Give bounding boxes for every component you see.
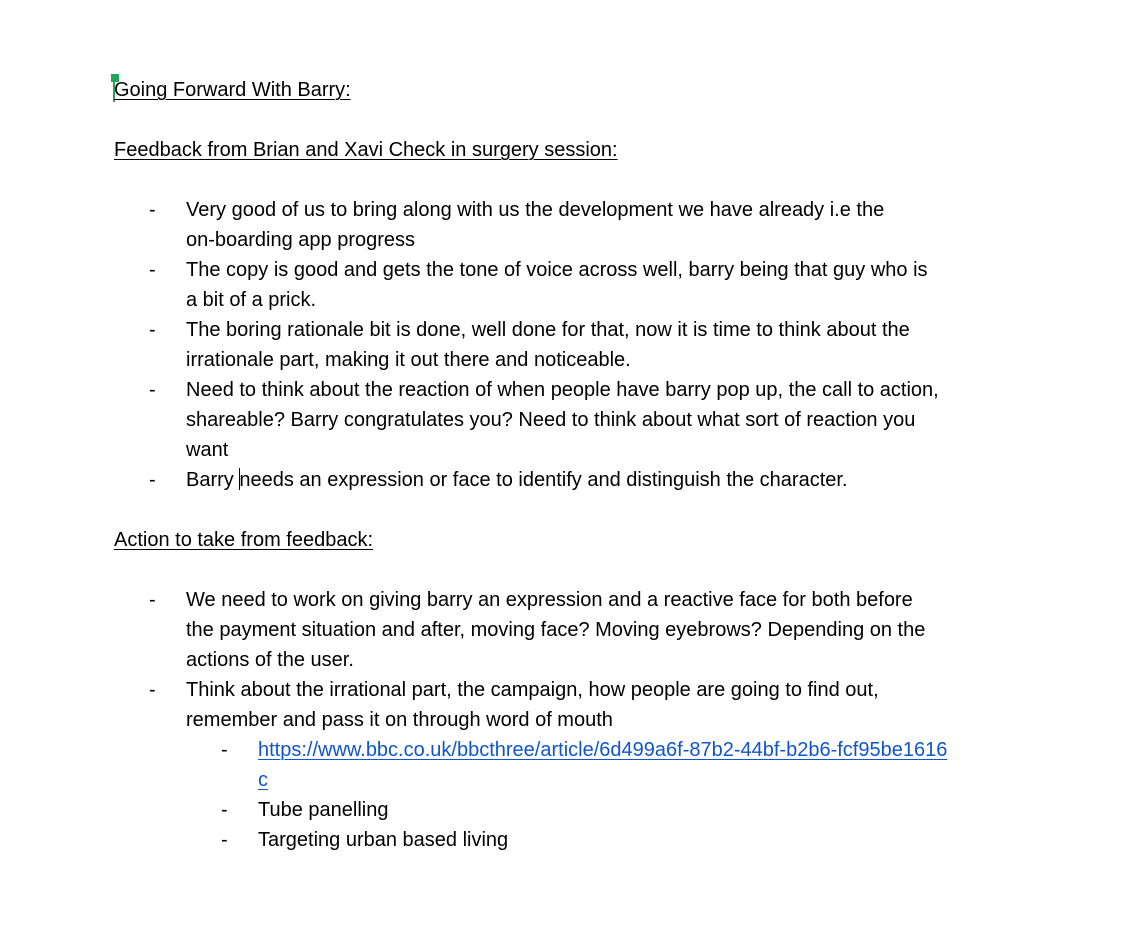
document-title[interactable]: Going Forward With Barry: [114,79,351,101]
bbc-article-link[interactable]: https://www.bbc.co.uk/bbcthree/article/6d499a6f-87b2-44bf-b2b6-fcf95be1616 [258,739,948,761]
list-item-line[interactable]: want [186,439,229,461]
sub-bullet-dash: - [221,829,228,851]
list-item-line[interactable]: irrationale part, making it out there and noticeable. [186,349,631,371]
sub-list-item[interactable]: Targeting urban based living [258,829,509,851]
list-item-line[interactable]: remember and pass it on through word of mouth [186,709,613,731]
sub-bullet-dash: - [221,799,228,821]
bullet-dash: - [149,589,156,611]
list-item-line[interactable]: a bit of a prick. [186,289,317,311]
list-item-line[interactable]: actions of the user. [186,649,354,671]
sub-list-item[interactable]: Tube panelling [258,799,389,821]
section-heading-feedback[interactable]: Feedback from Brian and Xavi Check in surgery session: [114,139,618,161]
list-item-line[interactable]: Very good of us to bring along with us the development we have already i.e the [186,199,885,221]
list-item-line[interactable]: We need to work on giving barry an expression and a reactive face for both before [186,589,913,611]
bullet-dash: - [149,259,156,281]
list-item-line[interactable]: the payment situation and after, moving face? Moving eyebrows? Depending on the [186,619,926,641]
bullet-dash: - [149,199,156,221]
bullet-dash: - [149,379,156,401]
bbc-article-link-continued[interactable]: c [258,769,268,791]
list-item-line[interactable]: The boring rationale bit is done, well done for that, now it is time to think about the [186,319,910,341]
list-item-line[interactable] [186,465,848,495]
list-item-line[interactable]: The copy is good and gets the tone of voice across well, barry being that guy who is [186,259,928,281]
list-item-line[interactable]: on-boarding app progress [186,229,416,251]
list-item-line[interactable]: shareable? Barry congratulates you? Need to think about what sort of reaction you [186,409,916,431]
bullet-dash: - [149,319,156,341]
list-item-line[interactable]: Need to think about the reaction of when people have barry pop up, the call to action, [186,379,939,401]
list-item-text-before-caret: Barry [186,469,240,491]
section-heading-action[interactable]: Action to take from feedback: [114,529,374,551]
bullet-dash: - [149,679,156,701]
list-item-text-after-caret: needs an expression or face to identify and distinguish the character. [239,469,848,491]
list-item-line[interactable]: Think about the irrational part, the campaign, how people are going to find out, [186,679,879,701]
sub-bullet-dash: - [221,739,228,761]
bullet-dash: - [149,469,156,491]
